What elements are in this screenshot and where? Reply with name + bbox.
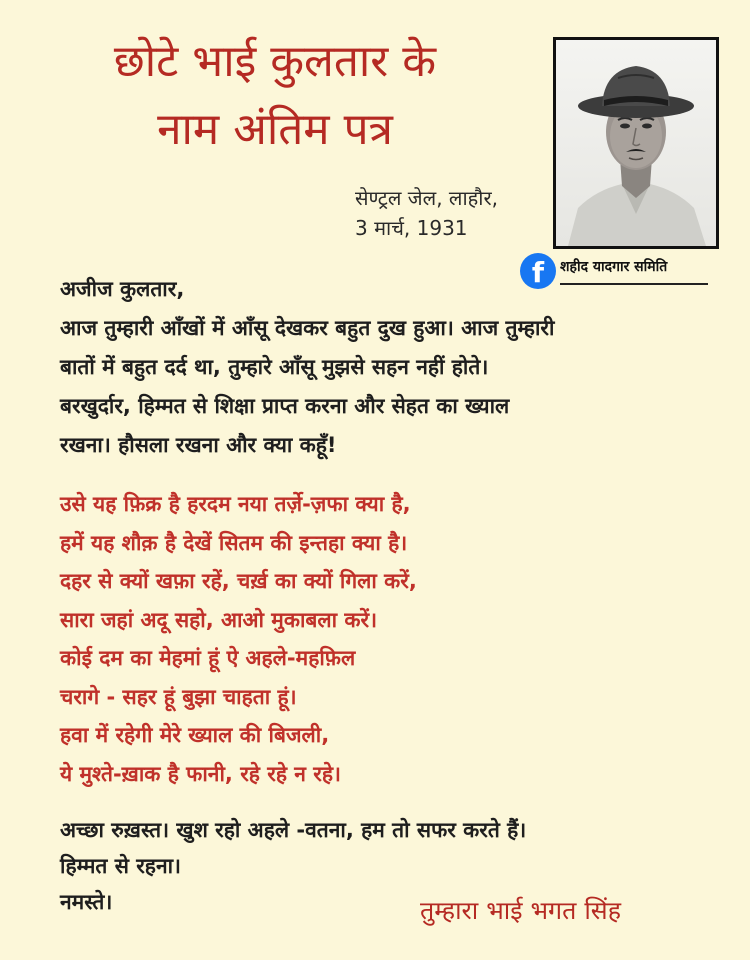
paragraph-line: बातों में बहुत दर्द था, तुम्हारे आँसू मुझसे सहन नहीं होते। [60,355,489,379]
poem-line: उसे यह फ़िक्र है हरदम नया तर्ज़े-ज़फा क्या है, [60,492,411,516]
poem-line: हमें यह शौक़ है देखें सितम की इन्तहा क्या है। [60,530,408,555]
title-line-1: छोटे भाई कुलतार के [113,36,437,87]
signature: तुम्हारा भाई भगत सिंह [420,896,621,925]
closing-line: अच्छा रुख़स्त। खुश रहो अहले -वतना, हम तो सफर करते हैं। [60,818,527,842]
closing-line: नमस्ते। [60,890,113,914]
salutation: अजीज कुलतार, [60,277,185,301]
poem-verse [60,485,700,793]
closing-line: हिम्मत से रहना। [60,854,182,878]
letter-closing [60,812,730,920]
poem-line: सारा जहां अदू सहो, आओ मुकाबला करें। [60,607,378,632]
portrait-photo [553,37,719,249]
poem-line: ये मुश्ते-ख़ाक है फानी, रहे रहे न रहे। [60,761,341,786]
poem-line: हवा में रहेगी मेरे ख्याल की बिजली, [60,723,330,747]
watermark-label: शहीद यादगार समिति [560,259,668,275]
paragraph-line: आज तुम्हारी आँखों में आँसू देखकर बहुत दुख हुआ। आज तुम्हारी [60,316,555,340]
poem-line: कोई दम का मेहमां हूं ऐ अहले-महफ़िल [60,646,356,670]
paragraph-line: रखना। हौसला रखना और क्या कहूँ! [60,433,337,457]
letter-body [60,270,730,465]
poem-line: चरागे - सहर हूं बुझा चाहता हूं। [60,684,297,709]
dateline-date: 3 मार्च, 1931 [355,216,468,240]
title-line-2: नाम अंतिम पत्र [157,104,393,155]
facebook-icon: f [520,253,556,289]
dateline-place: सेण्ट्रल जेल, लाहौर, [355,186,498,210]
letter-title [40,28,510,164]
dateline [355,183,498,243]
paragraph-line: बरखुर्दार, हिम्मत से शिक्षा प्राप्त करना और सेहत का ख्याल [60,394,510,418]
portrait-illustration [556,40,716,246]
poem-line: दहर से क्यों खफ़ा रहें, चर्ख़ का क्यों गिला करें, [60,569,417,593]
